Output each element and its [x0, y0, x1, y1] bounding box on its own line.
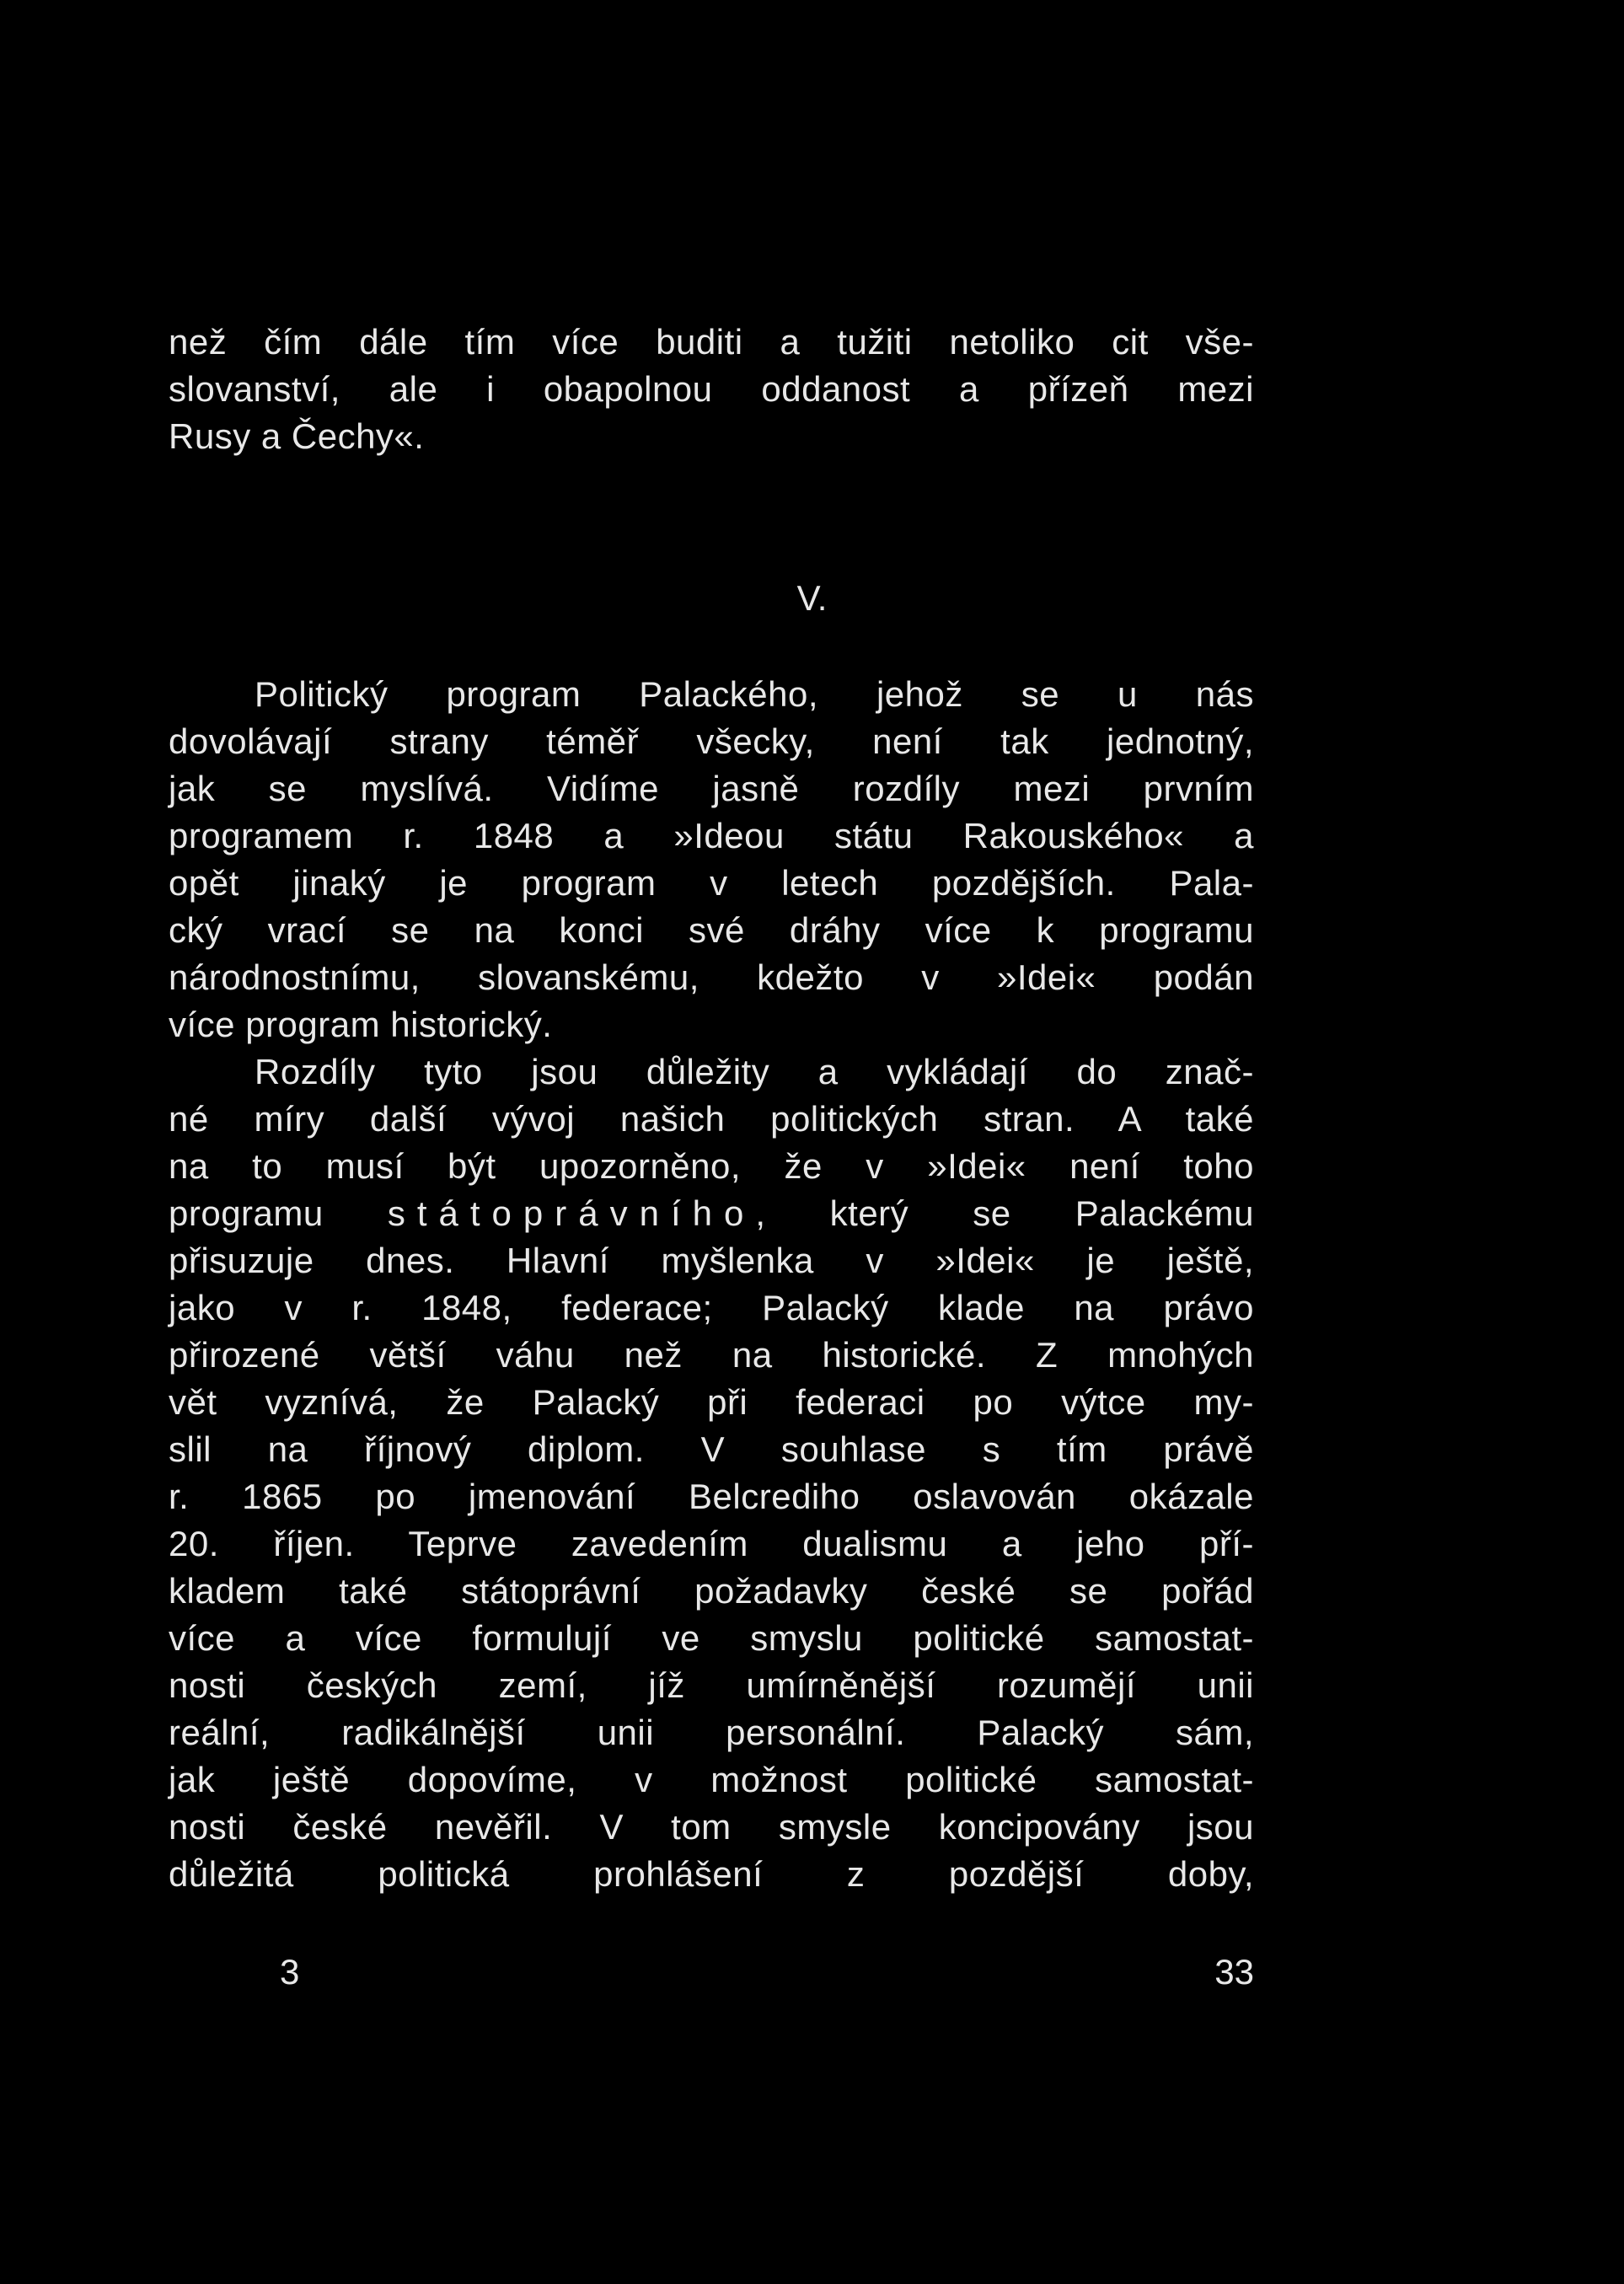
text-line: jak se myslívá. Vidíme jasně rozdíly mezi prvním — [169, 769, 1254, 808]
text-line: Rozdíly tyto jsou důležity a vykládají do znač- — [255, 1052, 1254, 1091]
text-line: nosti české nevěřil. V tom smysle koncipovány jsou — [169, 1807, 1254, 1847]
text-line: nosti českých zemí, jíž umírněnější rozumějí unii — [169, 1665, 1254, 1705]
text-line: přisuzuje dnes. Hlavní myšlenka v »Idei« je ještě, — [169, 1241, 1254, 1280]
text-line: národnostnímu, slovanskému, kdežto v »Idei« podán — [169, 957, 1254, 997]
text-line — [169, 1190, 1254, 1237]
text-fragment: programu — [169, 1193, 388, 1233]
spaced-emphasis-word: státoprávního — [387, 1193, 756, 1233]
text-line: více a více formulují ve smyslu politické samostat- — [169, 1618, 1254, 1658]
text-line: programem r. 1848 a »Ideou státu Rakouského« a — [169, 816, 1254, 855]
signature-mark: 3 — [280, 1952, 300, 1992]
text-line: cký vrací se na konci své dráhy více k programu — [169, 910, 1254, 950]
text-line: důležitá politická prohlášení z pozdější doby, — [169, 1854, 1254, 1894]
text-line: r. 1865 po jmenování Belcrediho oslavován okázale — [169, 1477, 1254, 1516]
text-line: přirozené větší váhu než na historické. Z mnohých — [169, 1335, 1254, 1375]
text-line: opět jinaký je program v letech pozdějších. Pala- — [169, 863, 1254, 903]
text-line: slovanství, ale i obapolnou oddanost a přízeň mezi — [169, 369, 1254, 409]
text-line: né míry další vývoj našich politických stran. A také — [169, 1099, 1254, 1139]
text-line: kladem také státoprávní požadavky české se pořád — [169, 1571, 1254, 1611]
text-fragment: , který se Palackému — [755, 1193, 1254, 1233]
page-footer — [169, 1949, 1254, 1996]
text-line: dovolávají strany téměř všecky, není tak jednotný, — [169, 721, 1254, 761]
text-line: reální, radikálnější unii personální. Palacký sám, — [169, 1713, 1254, 1752]
page-number: 33 — [1214, 1952, 1254, 1992]
text-line: Politický program Palackého, jehož se u nás — [255, 674, 1254, 714]
text-line: jak ještě dopovíme, v možnost politické samostat- — [169, 1760, 1254, 1799]
text-line: než čím dále tím více buditi a tužiti netoliko cit vše- — [169, 322, 1254, 362]
text-line: na to musí být upozorněno, že v »Idei« není toho — [169, 1146, 1254, 1186]
text-line: 20. říjen. Teprve zavedením dualismu a jeho pří- — [169, 1524, 1254, 1563]
text-line: Rusy a Čechy«. — [169, 416, 425, 456]
text-line: jako v r. 1848, federace; Palacký klade na právo — [169, 1288, 1254, 1327]
text-line: slil na říjnový diplom. V souhlase s tím právě — [169, 1429, 1254, 1469]
chapter-heading: V. — [796, 578, 828, 618]
text-line: vět vyznívá, že Palacký při federaci po výtce my- — [169, 1382, 1254, 1422]
text-line: více program historický. — [169, 1005, 553, 1044]
